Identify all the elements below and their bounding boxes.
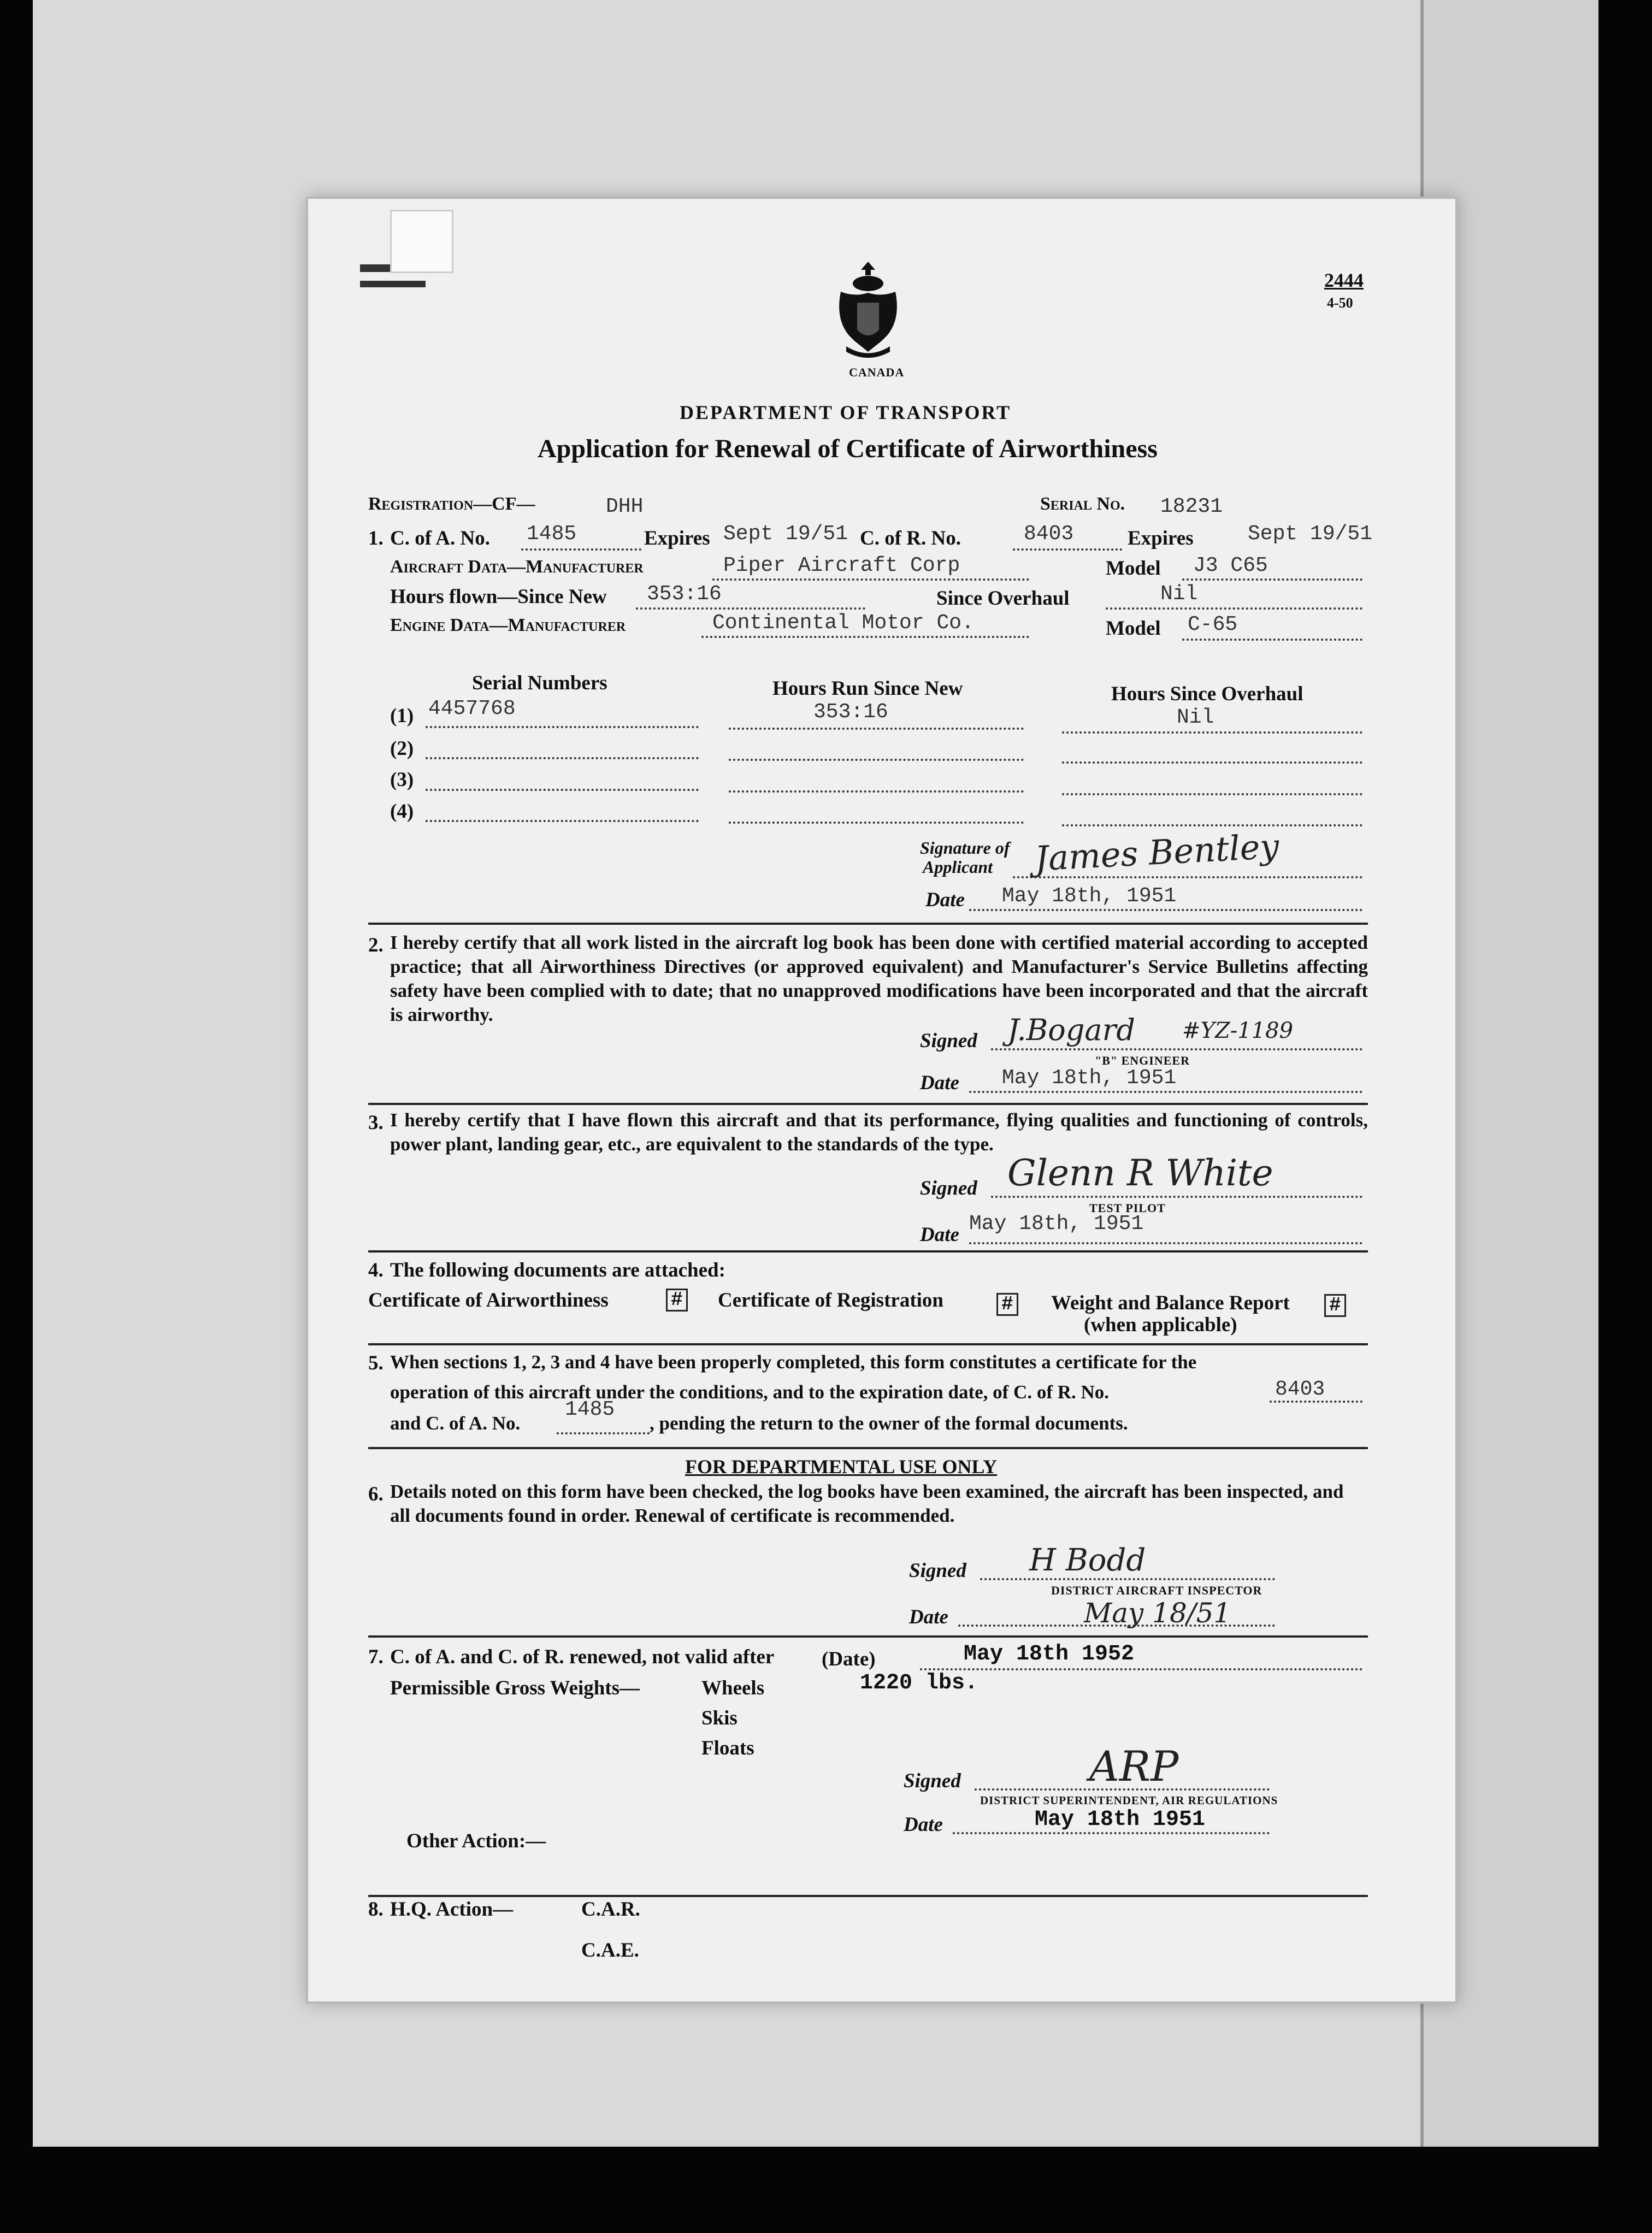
pilot-signed-label: Signed <box>920 1177 977 1200</box>
form-date: 4-50 <box>1327 295 1353 311</box>
superintendent-signed-label: Signed <box>904 1770 961 1792</box>
expires-value-2: Sept 19/51 <box>1248 522 1373 546</box>
hours-since-overhaul: Nil <box>1160 582 1198 606</box>
model-label-engine: Model <box>1106 617 1161 640</box>
ca-label: C. of A. No. <box>390 527 490 550</box>
ca-value: 1485 <box>527 522 577 546</box>
cae-label: C.A.E. <box>581 1939 639 1962</box>
inspector-role: DISTRICT AIRCRAFT INSPECTOR <box>1051 1584 1262 1597</box>
section-6-text: Details noted on this form have been checked, the log books have been examined, the aircraft has been inspected, and all documents found in order. Renewal of certificate is recommended. <box>390 1481 1344 1526</box>
engineer-role: "B" ENGINEER <box>1095 1054 1190 1067</box>
divider <box>368 1343 1368 1345</box>
section-5-text-b: operation of this aircraft under the conditions, and to the expiration date, of C. of R. No. <box>390 1381 1110 1403</box>
section-6-number: 6. <box>368 1483 384 1505</box>
divider <box>368 1635 1368 1638</box>
doc2-checkbox: # <box>996 1293 1018 1316</box>
section-5-cr-value: 8403 <box>1275 1378 1325 1401</box>
aircraft-manufacturer: Piper Aircraft Corp <box>723 554 960 577</box>
section-5-ca-value: 1485 <box>565 1398 615 1421</box>
car-label: C.A.R. <box>581 1898 640 1921</box>
divider <box>368 1447 1368 1449</box>
section-7-valid-date: May 18th 1952 <box>964 1642 1135 1667</box>
column-serial-numbers: Serial Numbers <box>472 672 607 694</box>
section-4-text: The following documents are attached: <box>390 1259 725 1281</box>
doc-weight-and-balance: Weight and Balance Report <box>1051 1292 1290 1314</box>
airworthiness-renewal-form <box>306 197 1458 2004</box>
pilot-date: May 18th, 1951 <box>969 1212 1144 1236</box>
since-overhaul-label: Since Overhaul <box>936 587 1070 610</box>
engineer-signature: J.Bogard <box>1007 1013 1135 1047</box>
section-7-date-label: (Date) <box>822 1648 876 1670</box>
registration-label: Registration—CF— <box>368 494 535 514</box>
cr-label: C. of R. No. <box>860 527 961 550</box>
section-4-number: 4. <box>368 1259 384 1281</box>
engine-row-1-overhaul: Nil <box>1177 706 1214 729</box>
doc-certificate-of-registration: Certificate of Registration <box>718 1289 943 1312</box>
engineer-licence: #YZ-1189 <box>1182 1018 1294 1043</box>
departmental-heading: FOR DEPARTMENTAL USE ONLY <box>685 1456 998 1478</box>
canada-coat-of-arms-icon <box>833 259 904 363</box>
engine-row-1-label: (1) <box>390 705 414 727</box>
engine-row-4-label: (4) <box>390 800 414 823</box>
applicant-date: May 18th, 1951 <box>1002 884 1177 908</box>
form-number: 2444 <box>1324 269 1364 291</box>
doc-certificate-of-airworthiness: Certificate of Airworthiness <box>368 1289 609 1312</box>
engine-row-1-new: 353:16 <box>813 700 888 724</box>
expires-value-1: Sept 19/51 <box>723 522 848 546</box>
inspector-signed-label: Signed <box>909 1559 966 1582</box>
divider <box>368 1103 1368 1105</box>
applicant-signature: James Bentley <box>1034 826 1281 879</box>
section-5-text-a: When sections 1, 2, 3 and 4 have been properly completed, this form constitutes a certificate for the <box>390 1351 1197 1373</box>
engine-row-2-label: (2) <box>390 737 414 760</box>
superintendent-signature: ARP <box>1089 1742 1179 1791</box>
pilot-role: TEST PILOT <box>1089 1201 1166 1215</box>
engine-row-3-label: (3) <box>390 769 414 791</box>
engine-data-label: Engine Data—Manufacturer <box>390 615 626 635</box>
expires-label-1: Expires <box>644 527 710 550</box>
doc3-note: (when applicable) <box>1084 1314 1237 1336</box>
engineer-date: May 18th, 1951 <box>1002 1066 1177 1090</box>
divider <box>368 1250 1368 1253</box>
signature-of-label: Signature of <box>920 838 1010 858</box>
column-hours-since-overhaul: Hours Since Overhaul <box>1111 683 1303 705</box>
section-2-number: 2. <box>368 934 384 956</box>
department-heading: DEPARTMENT OF TRANSPORT <box>680 401 1012 423</box>
aircraft-model: J3 C65 <box>1193 554 1268 577</box>
staple-mark <box>360 281 426 287</box>
section-3-number: 3. <box>368 1112 384 1134</box>
section-7-number: 7. <box>368 1646 384 1668</box>
hours-flown-label: Hours flown—Since New <box>390 586 607 608</box>
form-title: Application for Renewal of Certificate of Airworthiness <box>538 434 1158 463</box>
engine-model: C-65 <box>1188 613 1238 636</box>
wheels-label: Wheels <box>701 1677 765 1699</box>
engineer-signed-label: Signed <box>920 1030 977 1052</box>
engine-manufacturer: Continental Motor Co. <box>712 611 974 635</box>
hours-since-new: 353:16 <box>647 582 722 606</box>
country-label: CANADA <box>849 365 905 379</box>
expires-label-2: Expires <box>1128 527 1194 550</box>
section-1-number: 1. <box>368 527 384 550</box>
registration-value: DHH <box>606 495 644 518</box>
inspector-date-label: Date <box>909 1606 948 1628</box>
doc1-checkbox: # <box>666 1289 688 1312</box>
section-5-text-d: , pending the return to the owner of the formal documents. <box>650 1413 1128 1434</box>
section-2-text: I hereby certify that all work listed in the aircraft log book has been done with certified material according to accepted practice; that all Airworthiness Directives (or approved equivalent) and Manufacturer's Service Bulletins affecting safety have been complied with to date; that no unapproved modifications have been incorporated and that the aircraft is airworthy. <box>390 932 1368 1025</box>
section-8-number: 8. <box>368 1898 384 1921</box>
inspector-date: May 18/51 <box>1084 1597 1231 1629</box>
superintendent-role: DISTRICT SUPERINTENDENT, AIR REGULATIONS <box>980 1794 1278 1807</box>
doc3-checkbox: # <box>1324 1294 1346 1317</box>
aircraft-data-label: Aircraft Data—Manufacturer <box>390 557 644 577</box>
section-5-number: 5. <box>368 1352 384 1374</box>
wheels-weight: 1220 lbs. <box>860 1671 978 1696</box>
cr-value: 8403 <box>1024 522 1074 546</box>
applicant-label: Applicant <box>923 857 993 877</box>
inspector-signature: H Bodd <box>1029 1543 1146 1578</box>
serial-value: 18231 <box>1160 495 1223 518</box>
superintendent-date: May 18th 1951 <box>1035 1807 1206 1832</box>
gross-weights-label: Permissible Gross Weights— <box>390 1677 640 1699</box>
section-3-text: I hereby certify that I have flown this aircraft and that its performance, flying qualities and functioning of controls, power plant, landing gear, etc., are equivalent to the standards of the type. <box>390 1109 1368 1155</box>
paper-tear <box>390 210 453 273</box>
divider <box>368 923 1368 925</box>
serial-label: Serial No. <box>1040 494 1125 514</box>
floats-label: Floats <box>701 1737 754 1759</box>
engineer-date-label: Date <box>920 1072 959 1094</box>
hq-action-label: H.Q. Action— <box>390 1898 514 1921</box>
column-hours-since-new: Hours Run Since New <box>772 677 963 700</box>
skis-label: Skis <box>701 1707 738 1729</box>
applicant-date-label: Date <box>925 889 965 911</box>
model-label-aircraft: Model <box>1106 557 1161 580</box>
pilot-signature: Glenn R White <box>1007 1152 1273 1194</box>
engine-row-1-serial: 4457768 <box>428 697 516 720</box>
section-5-text-c: and C. of A. No. <box>390 1413 521 1434</box>
section-7-text: C. of A. and C. of R. renewed, not valid after <box>390 1646 775 1668</box>
superintendent-date-label: Date <box>904 1813 943 1836</box>
other-action-label: Other Action:— <box>406 1830 546 1852</box>
pilot-date-label: Date <box>920 1224 959 1246</box>
divider <box>368 1895 1368 1897</box>
